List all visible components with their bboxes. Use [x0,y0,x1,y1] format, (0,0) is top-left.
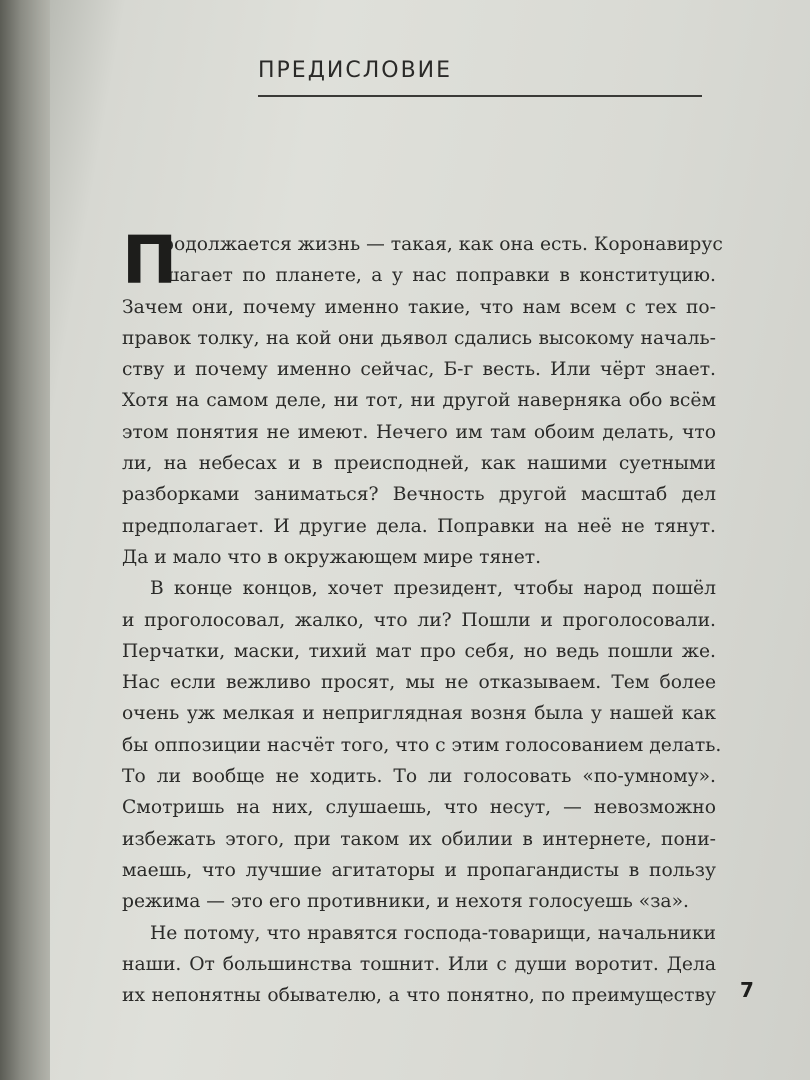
title-underline [258,95,702,97]
text-line: правок толку, на кой они дьявол сдались высокому началь- [122,327,716,349]
text-line: наши. От большинства тошнит. Или с души воротит. Дела [122,953,716,975]
text-line: очень уж мелкая и неприглядная возня была у нашей как [122,703,716,725]
text-line: Хотя на самом деле, ни тот, ни другой наверняка обо всём [122,390,716,412]
chapter-title: ПРЕДИСЛОВИЕ [258,58,453,83]
page-number: 7 [740,978,754,1002]
text-line: предполагает. И другие дела. Поправки на неё не тянут. [122,515,716,537]
text-line: ству и почему именно сейчас, Б-г весть. Или чёрт знает. [122,359,716,381]
text-line: Не потому, что нравятся господа-товарищи, начальники [150,922,716,944]
text-line: избежать этого, при таком их обилии в интернете, пони- [122,828,716,850]
text-line: шагает по планете, а у нас поправки в конституцию. [162,265,716,287]
text-line: бы оппозиции насчёт того, что с этим голосованием делать. [122,734,722,756]
drop-cap: П [122,222,178,299]
text-line: ли, на небесах и в преисподней, как нашими суетными [122,453,716,475]
text-line: их непонятны обывателю, а что понятно, по преимуществу [122,985,716,1007]
text-line: разборками заниматься? Вечность другой масштаб дел [122,484,716,506]
text-line: Смотришь на них, слушаешь, что несут, — невозможно [122,797,716,819]
text-line: Нас если вежливо просят, мы не отказываем. Тем более [122,672,716,694]
text-line: В конце концов, хочет президент, чтобы народ пошёл [150,578,716,600]
text-line: Зачем они, почему именно такие, что нам всем с тех по- [122,296,716,318]
text-line: режима — это его противники, и нехотя голосуешь «за». [122,891,689,913]
text-line: этом понятия не имеют. Нечего им там обоим делать, что [122,421,716,443]
text-line: То ли вообще не ходить. То ли голосовать «по-умному». [122,766,716,788]
text-line: родолжается жизнь — такая, как она есть. Коронавирус [162,234,723,255]
text-line: Перчатки, маски, тихий мат про себя, но ведь пошли же. [122,640,716,662]
body-text [122,222,723,1011]
text-line: Да и мало что в окружающем мире тянет. [122,546,542,568]
text-line: маешь, что лучшие агитаторы и пропагандисты в пользу [122,859,716,881]
text-line: и проголосовал, жалко, что ли? Пошли и проголосовали. [122,609,716,631]
